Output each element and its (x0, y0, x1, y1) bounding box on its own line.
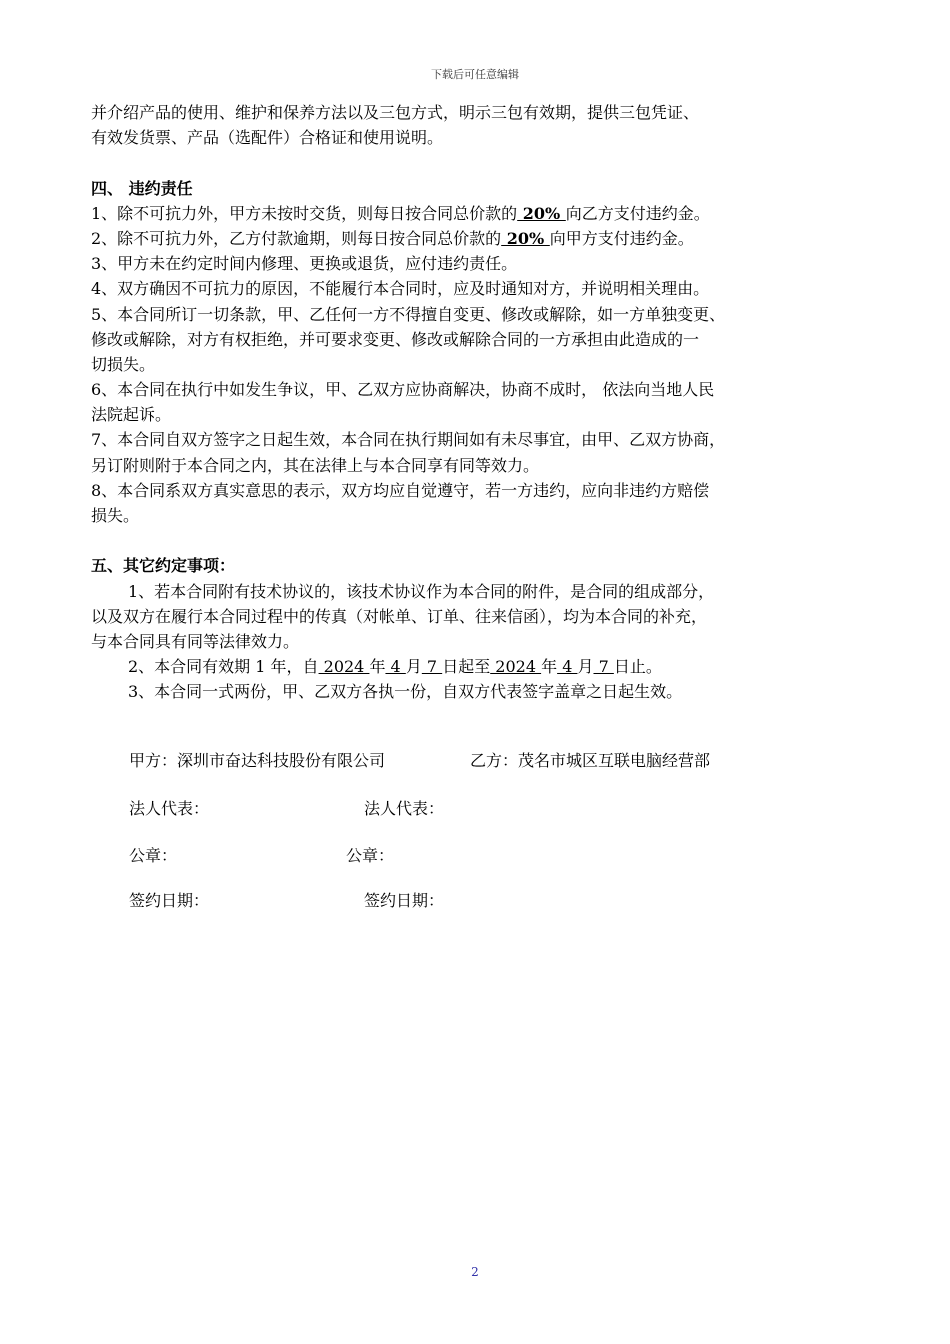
penalty-rate-a: 20% (517, 203, 566, 223)
month-label: 月 (577, 657, 594, 677)
section-5-title: 五、其它约定事项： (91, 556, 236, 576)
clause-4-1 (91, 201, 861, 226)
clause-text: 日起至 (442, 657, 491, 677)
clause-4-3: 3、甲方未在约定时间内修理、更换或退货，应付违约责任。 (91, 254, 518, 274)
rep-b-label: 法人代表： (364, 799, 445, 818)
signature-rep-row (129, 796, 445, 819)
clause-4-7-line-1: 7、本合同自双方签字之日起生效，本合同在执行期间如有未尽事宜，由甲、乙双方协商， (91, 430, 726, 450)
clause-text: 1、除不可抗力外，甲方未按时交货，则每日按合同总价款的 (91, 203, 518, 223)
intro-line-2: 有效发货票、产品（选配件）合格证和使用说明。 (91, 128, 444, 148)
seal-b-label: 公章： (346, 846, 395, 865)
signature-seal-row (129, 843, 395, 866)
section-4-title: 四、 违约责任 (91, 178, 193, 198)
clause-5-1-line-2: 以及双方在履行本合同过程中的传真（对帐单、订单、往来信函），均为本合同的补充， (91, 606, 708, 626)
date-a-label: 签约日期： (129, 891, 210, 910)
clause-5-3: 3、本合同一式两份，甲、乙双方各执一份，自双方代表签字盖章之日起生效。 (128, 682, 683, 702)
spacer (91, 150, 861, 175)
clause-text: 2、本合同有效期 1 年，自 (128, 657, 319, 677)
clause-4-6-line-1: 6、本合同在执行中如发生争议，甲、乙双方应协商解决，协商不成时， 依法向当地人民 (91, 380, 715, 400)
clause-text: 向乙方支付违约金。 (565, 203, 710, 223)
clause-4-5-line-2: 修改或解除，对方有权拒绝，并可要求变更、修改或解除合同的一方承担由此造成的一 (91, 329, 700, 349)
end-day: 7 (593, 657, 614, 677)
clause-4-5-line-3: 切损失。 (91, 354, 156, 374)
clause-5-2 (91, 654, 861, 679)
year-label: 年 (541, 657, 558, 677)
seal-a-label: 公章： (129, 846, 178, 865)
page-header: 下载后可任意编辑 (431, 68, 519, 81)
party-a-name: 甲方：深圳市奋达科技股份有限公司 (129, 751, 386, 770)
end-month: 4 (557, 657, 578, 677)
clause-text: 向甲方支付违约金。 (549, 228, 694, 248)
document-body (91, 100, 861, 705)
clause-4-5-line-1: 5、本合同所订一切条款，甲、乙任何一方不得擅自变更、修改或解除，如一方单独变更、 (91, 304, 726, 324)
month-label: 月 (405, 657, 422, 677)
spacer (91, 528, 861, 553)
clause-4-7-line-2: 另订附则附于本合同之内，其在法律上与本合同享有同等效力。 (91, 455, 540, 475)
intro-line-1: 并介绍产品的使用、维护和保养方法以及三包方式，明示三包有效期，提供三包凭证、 (91, 103, 700, 122)
clause-5-1-line-3: 与本合同具有同等法律效力。 (91, 631, 300, 651)
signature-party-row (129, 748, 711, 771)
clause-4-4: 4、双方确因不可抗力的原因，不能履行本合同时，应及时通知对方，并说明相关理由。 (91, 279, 710, 299)
page-number: 2 (471, 1265, 479, 1279)
party-b-name: 乙方：茂名市城区互联电脑经营部 (470, 751, 711, 770)
signature-date-row (129, 888, 445, 911)
start-day: 7 (421, 657, 443, 677)
clause-text: 日止。 (613, 657, 662, 677)
rep-a-label: 法人代表： (129, 799, 210, 818)
year-label: 年 (369, 657, 386, 677)
clause-4-8-line-1: 8、本合同系双方真实意思的表示，双方均应自觉遵守，若一方违约，应向非违约方赔偿 (91, 480, 710, 500)
end-year: 2024 (490, 657, 542, 677)
clause-4-2 (91, 226, 861, 251)
penalty-rate-b: 20% (501, 228, 550, 248)
clause-4-6-line-2: 法院起诉。 (91, 405, 172, 425)
clause-text: 2、除不可抗力外，乙方付款逾期，则每日按合同总价款的 (91, 228, 502, 248)
date-b-label: 签约日期： (364, 891, 445, 910)
clause-5-1-line-1: 1、若本合同附有技术协议的，该技术协议作为本合同的附件，是合同的组成部分， (128, 581, 715, 601)
clause-4-8-line-2: 损失。 (91, 506, 140, 525)
start-month: 4 (385, 657, 406, 677)
start-year: 2024 (318, 657, 370, 677)
